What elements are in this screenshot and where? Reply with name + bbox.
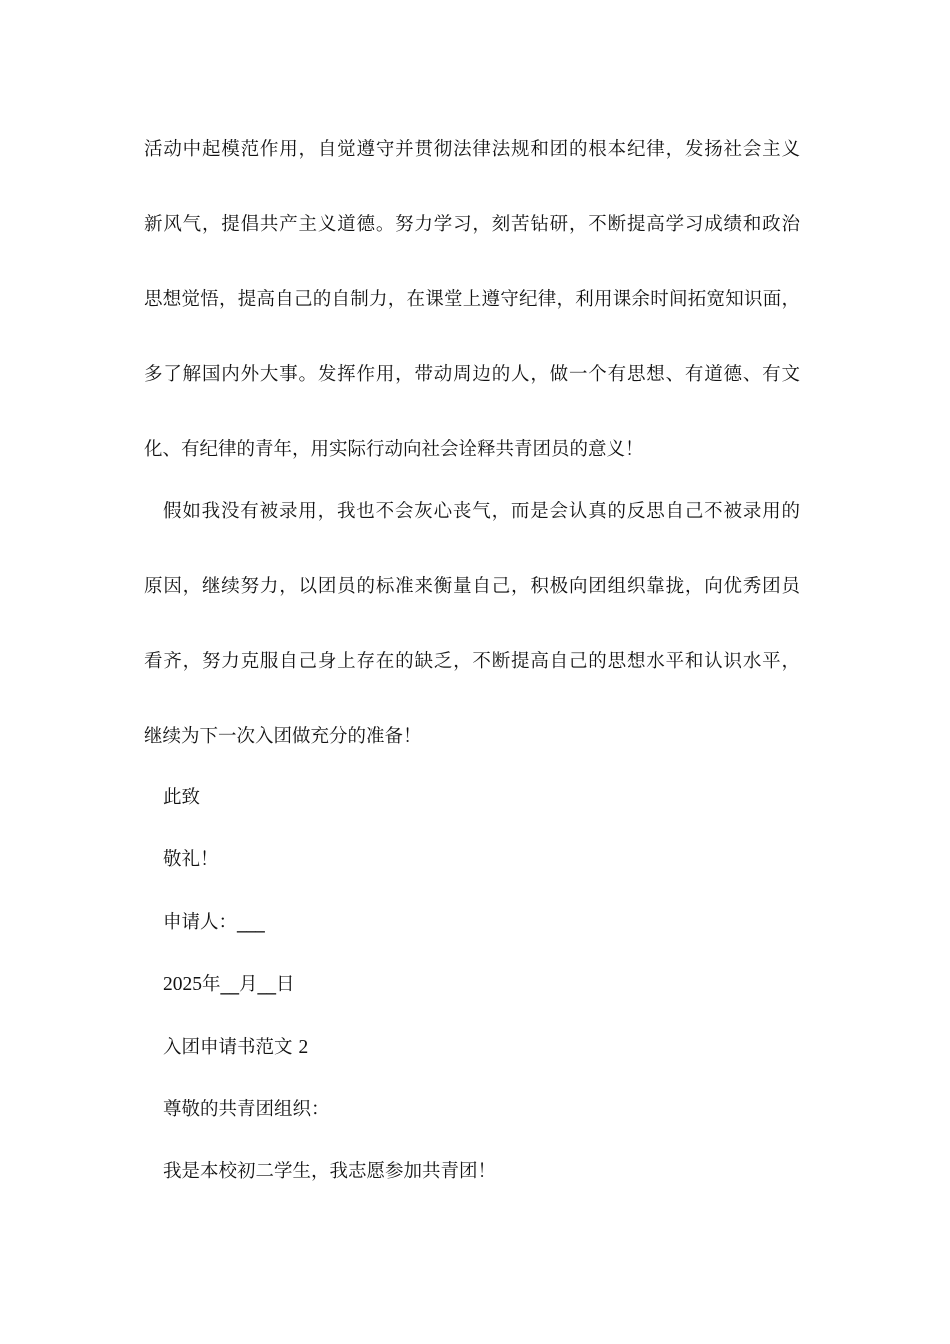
paragraph-line: 思想觉悟，提高自己的自制力，在课堂上遵守纪律，利用课余时间拓宽知识面， bbox=[144, 289, 800, 310]
paragraph-line: 新风气，提倡共产主义道德。努力学习，刻苦钻研，不断提高学习成绩和政治 bbox=[144, 214, 800, 235]
date-month-day: 年__月__日 bbox=[202, 974, 295, 996]
closing-block bbox=[163, 767, 803, 1204]
section-title-text: 入团申请书范文 bbox=[163, 1036, 293, 1058]
applicant-label: 申请人： bbox=[163, 911, 238, 933]
paragraph-line: 活动中起模范作用，自觉遵守并贯彻法律法规和团的根本纪律，发扬社会主义 bbox=[144, 139, 800, 160]
paragraph-line: 多了解国内外大事。发挥作用，带动周边的人，做一个有思想、有道德、有文 bbox=[144, 364, 800, 385]
section-number: 2 bbox=[298, 1036, 309, 1058]
applicant-blank: ___ bbox=[237, 911, 265, 933]
date-year: 2025 bbox=[163, 974, 202, 996]
letter-greeting: 尊敬的共青团组织： bbox=[163, 1098, 330, 1120]
paragraph-line: 假如我没有被录用，我也不会灰心丧气，而是会认真的反思自己不被录用的 bbox=[163, 501, 800, 522]
paragraph-1 bbox=[144, 112, 800, 487]
section-title bbox=[163, 1017, 803, 1079]
signature-line bbox=[163, 892, 803, 954]
letter-first-line: 我是本校初二学生，我志愿参加共青团！ bbox=[163, 1161, 497, 1183]
paragraph-2 bbox=[144, 474, 800, 774]
paragraph-line: 原因，继续努力，以团员的标准来衡量自己，积极向团组织靠拢，向优秀团员 bbox=[144, 576, 800, 597]
date-line bbox=[163, 954, 803, 1016]
paragraph-line: 化、有纪律的青年，用实际行动向社会诠释共青团员的意义！ bbox=[144, 439, 644, 460]
paragraph-line: 看齐，努力克服自己身上存在的缺乏，不断提高自己的思想水平和认识水平， bbox=[144, 651, 800, 672]
closing-regards: 敬礼！ bbox=[163, 849, 219, 871]
closing-salutation: 此致 bbox=[163, 787, 201, 808]
paragraph-line: 继续为下一次入团做充分的准备！ bbox=[144, 726, 422, 747]
